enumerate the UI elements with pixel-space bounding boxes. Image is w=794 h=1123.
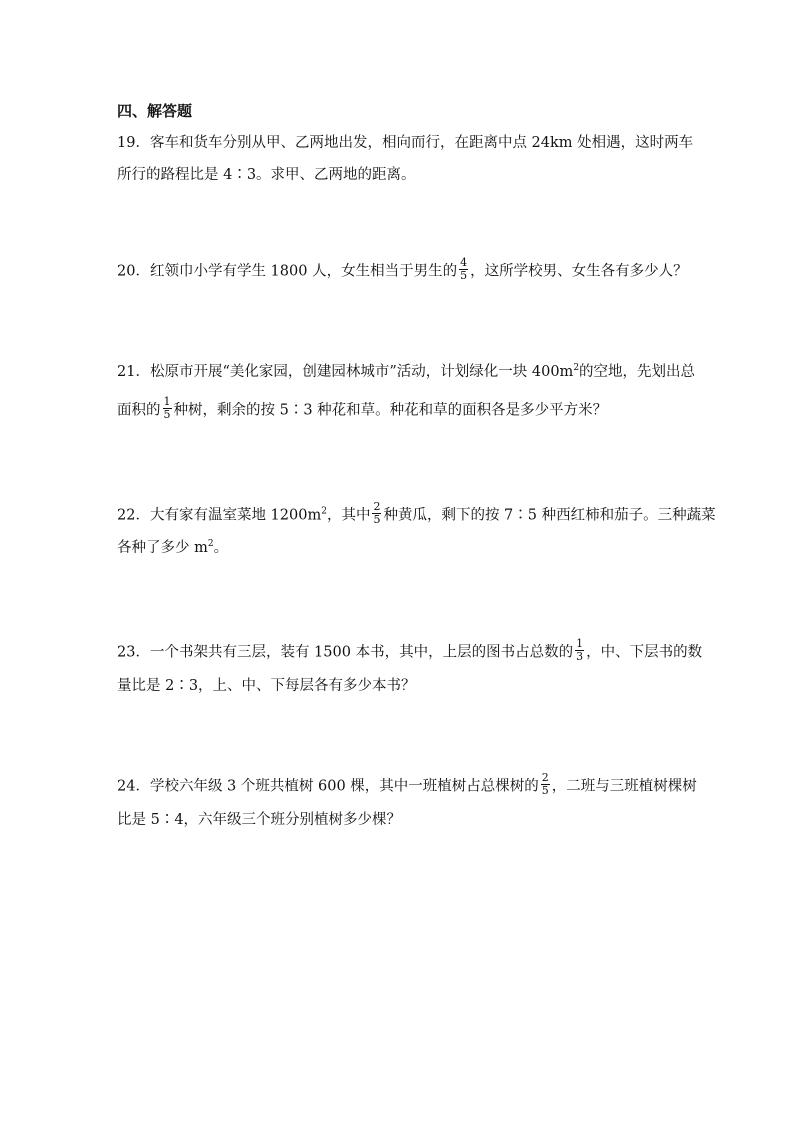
problem-21-text-a: 21．松原市开展“美化家园，创建园林城市”活动，计划绿化一块 400m xyxy=(117,364,574,380)
problem-20-line-1 xyxy=(117,256,688,284)
fraction xyxy=(541,772,550,797)
problem-22-text-a: 22．大有家有温室菜地 1200m xyxy=(117,507,322,524)
problem-21-text-b: 的空地，先划出总 xyxy=(579,364,696,380)
problem-24-text-a: 24．学校六年级 3 个班共植树 600 棵，其中一班植树占总棵树的 xyxy=(117,778,539,795)
problem-22-line-2 xyxy=(117,538,228,558)
problem-22-text-e: 。 xyxy=(213,540,229,556)
problem-23-text-c: 量比是 2∶3，上、中、下每层各有多少本书？ xyxy=(117,678,416,694)
fraction xyxy=(459,257,468,282)
fraction-denominator: 3 xyxy=(576,650,584,663)
problem-22-text-b: ，其中 xyxy=(326,507,371,524)
fraction-denominator: 5 xyxy=(460,269,468,282)
fraction-denominator: 5 xyxy=(163,408,171,421)
problem-22-line-1 xyxy=(117,500,716,528)
problem-19-line-2 xyxy=(117,165,416,185)
problem-24-text-c: 比是 5∶4，六年级三个班分别植树多少棵？ xyxy=(117,812,402,828)
fraction-numerator: 2 xyxy=(373,500,381,513)
fraction-numerator: 4 xyxy=(460,256,468,269)
problem-19-text-2: 所行的路程比是 4∶3。求甲、乙两地的距离。 xyxy=(117,167,416,183)
problem-21-line-1 xyxy=(117,362,695,382)
fraction-numerator: 1 xyxy=(163,395,171,408)
problem-23-line-1 xyxy=(117,637,703,665)
section-title: 四、解答题 xyxy=(117,102,193,120)
problem-23-line-2 xyxy=(117,676,416,696)
problem-21-text-c: 面积的 xyxy=(117,402,161,419)
problem-24-line-1 xyxy=(117,771,697,799)
fraction-numerator: 2 xyxy=(541,771,549,784)
problem-24-text-b: ，二班与三班植树棵树 xyxy=(551,778,697,795)
problem-20-text-b: ，这所学校男、女生各有多少人？ xyxy=(470,263,688,280)
problem-22-text-d: 各种了多少 m xyxy=(117,540,208,556)
problem-21-text-d: 种树，剩余的按 5∶3 种花和草。种花和草的面积各是多少平方米？ xyxy=(173,402,608,419)
superscript: 2 xyxy=(207,539,214,550)
problem-20-text-a: 20．红领巾小学有学生 1800 人，女生相当于男生的 xyxy=(117,263,458,280)
fraction-denominator: 5 xyxy=(373,513,381,526)
problem-24-line-2 xyxy=(117,810,401,830)
superscript: 2 xyxy=(573,363,580,374)
problem-19-text-1: 19．客车和货车分别从甲、乙两地出发，相向而行，在距离中点 24km 处相遇，这时两车 xyxy=(117,135,694,151)
problem-22-text-c: 种黄瓜，剩下的按 7∶5 种西红柿和茄子。三种蔬菜 xyxy=(383,507,716,524)
problem-21-line-2 xyxy=(117,395,608,423)
fraction xyxy=(163,396,172,421)
fraction xyxy=(372,501,381,526)
fraction xyxy=(575,638,584,663)
fraction-numerator: 1 xyxy=(576,637,584,650)
problem-23-text-b: ，中、下层书的数 xyxy=(586,644,703,661)
problem-23-text-a: 23．一个书架共有三层，装有 1500 本书，其中，上层的图书占总数的 xyxy=(117,644,574,661)
superscript: 2 xyxy=(321,506,327,517)
problem-19-line-1 xyxy=(117,133,693,153)
fraction-denominator: 5 xyxy=(541,784,549,797)
